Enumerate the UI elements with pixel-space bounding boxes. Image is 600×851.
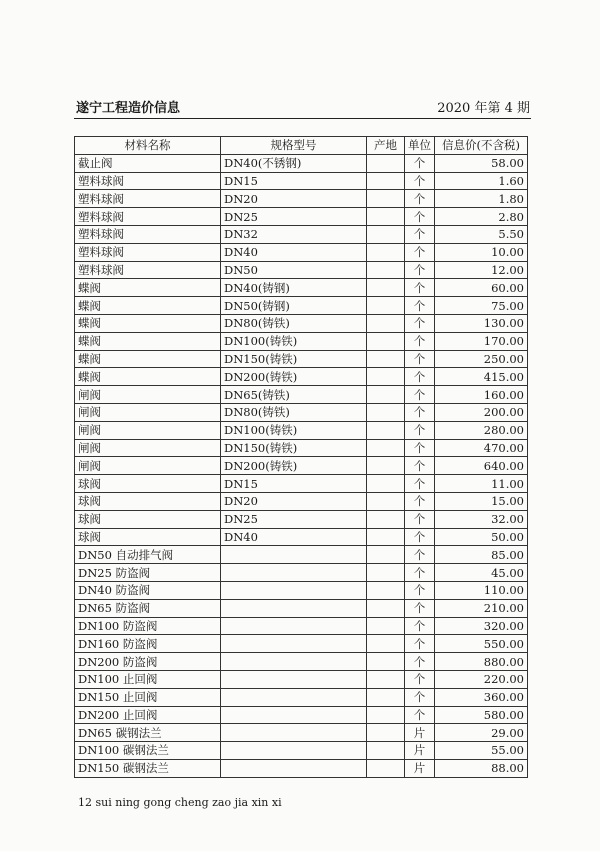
cell-spec bbox=[221, 724, 367, 742]
cell-spec: DN50 bbox=[221, 261, 367, 279]
cell-origin bbox=[367, 297, 405, 315]
table-row bbox=[75, 368, 528, 386]
cell-unit: 个 bbox=[405, 617, 435, 635]
cell-material-name: 蝶阀 bbox=[75, 368, 221, 386]
cell-spec: DN20 bbox=[221, 190, 367, 208]
cell-price: 360.00 bbox=[435, 688, 528, 706]
cell-material-name: 蝶阀 bbox=[75, 297, 221, 315]
column-header-unit: 单位 bbox=[405, 137, 435, 155]
cell-spec: DN40(铸钢) bbox=[221, 279, 367, 297]
cell-origin bbox=[367, 528, 405, 546]
cell-unit: 个 bbox=[405, 261, 435, 279]
cell-price: 55.00 bbox=[435, 742, 528, 760]
cell-origin bbox=[367, 581, 405, 599]
cell-spec: DN100(铸铁) bbox=[221, 332, 367, 350]
cell-price: 415.00 bbox=[435, 368, 528, 386]
table-row bbox=[75, 439, 528, 457]
table-row bbox=[75, 261, 528, 279]
cell-origin bbox=[367, 688, 405, 706]
column-header-spec: 规格型号 bbox=[221, 137, 367, 155]
cell-price: 75.00 bbox=[435, 297, 528, 315]
cell-material-name: DN100 防盗阀 bbox=[75, 617, 221, 635]
cell-price: 550.00 bbox=[435, 635, 528, 653]
cell-spec bbox=[221, 564, 367, 582]
table-row bbox=[75, 528, 528, 546]
cell-origin bbox=[367, 421, 405, 439]
cell-material-name: 塑料球阀 bbox=[75, 190, 221, 208]
cell-material-name: 塑料球阀 bbox=[75, 172, 221, 190]
cell-material-name: 球阀 bbox=[75, 528, 221, 546]
cell-material-name: 闸阀 bbox=[75, 403, 221, 421]
cell-price: 12.00 bbox=[435, 261, 528, 279]
cell-origin bbox=[367, 154, 405, 172]
cell-origin bbox=[367, 457, 405, 475]
cell-price: 220.00 bbox=[435, 670, 528, 688]
cell-unit: 个 bbox=[405, 190, 435, 208]
cell-origin bbox=[367, 635, 405, 653]
cell-origin bbox=[367, 261, 405, 279]
table-row bbox=[75, 492, 528, 510]
table-row bbox=[75, 208, 528, 226]
cell-material-name: 塑料球阀 bbox=[75, 243, 221, 261]
cell-material-name: 闸阀 bbox=[75, 439, 221, 457]
cell-unit: 片 bbox=[405, 759, 435, 777]
cell-spec: DN32 bbox=[221, 225, 367, 243]
table-row bbox=[75, 421, 528, 439]
cell-spec: DN40 bbox=[221, 528, 367, 546]
cell-price: 50.00 bbox=[435, 528, 528, 546]
cell-price: 470.00 bbox=[435, 439, 528, 457]
table-row bbox=[75, 314, 528, 332]
table-row bbox=[75, 172, 528, 190]
cell-origin bbox=[367, 599, 405, 617]
table-row bbox=[75, 706, 528, 724]
cell-material-name: 球阀 bbox=[75, 492, 221, 510]
column-header-name: 材料名称 bbox=[75, 137, 221, 155]
table-row bbox=[75, 635, 528, 653]
cell-unit: 个 bbox=[405, 154, 435, 172]
cell-unit: 个 bbox=[405, 386, 435, 404]
cell-unit: 个 bbox=[405, 350, 435, 368]
cell-price: 11.00 bbox=[435, 475, 528, 493]
cell-unit: 个 bbox=[405, 546, 435, 564]
table-row bbox=[75, 510, 528, 528]
table-row bbox=[75, 225, 528, 243]
cell-origin bbox=[367, 403, 405, 421]
cell-unit: 个 bbox=[405, 368, 435, 386]
cell-unit: 个 bbox=[405, 635, 435, 653]
cell-origin bbox=[367, 386, 405, 404]
cell-spec: DN50(铸钢) bbox=[221, 297, 367, 315]
cell-spec: DN150(铸铁) bbox=[221, 350, 367, 368]
cell-price: 88.00 bbox=[435, 759, 528, 777]
cell-spec: DN200(铸铁) bbox=[221, 368, 367, 386]
cell-material-name: DN25 防盗阀 bbox=[75, 564, 221, 582]
cell-unit: 个 bbox=[405, 225, 435, 243]
cell-unit: 个 bbox=[405, 457, 435, 475]
cell-origin bbox=[367, 190, 405, 208]
cell-material-name: 蝶阀 bbox=[75, 279, 221, 297]
cell-material-name: DN50 自动排气阀 bbox=[75, 546, 221, 564]
cell-origin bbox=[367, 670, 405, 688]
table-row bbox=[75, 190, 528, 208]
cell-origin bbox=[367, 208, 405, 226]
table-row bbox=[75, 653, 528, 671]
cell-spec bbox=[221, 706, 367, 724]
table-row bbox=[75, 581, 528, 599]
cell-spec bbox=[221, 742, 367, 760]
cell-spec: DN15 bbox=[221, 172, 367, 190]
cell-spec bbox=[221, 617, 367, 635]
cell-unit: 个 bbox=[405, 279, 435, 297]
cell-material-name: DN150 碳钢法兰 bbox=[75, 759, 221, 777]
table-row bbox=[75, 386, 528, 404]
cell-material-name: DN150 止回阀 bbox=[75, 688, 221, 706]
table-row bbox=[75, 546, 528, 564]
cell-price: 250.00 bbox=[435, 350, 528, 368]
cell-unit: 片 bbox=[405, 742, 435, 760]
table-row bbox=[75, 475, 528, 493]
cell-unit: 个 bbox=[405, 208, 435, 226]
cell-unit: 个 bbox=[405, 297, 435, 315]
cell-spec: DN80(铸铁) bbox=[221, 403, 367, 421]
column-header-price: 信息价(不含税) bbox=[435, 137, 528, 155]
cell-origin bbox=[367, 653, 405, 671]
cell-spec: DN40(不锈钢) bbox=[221, 154, 367, 172]
cell-unit: 个 bbox=[405, 243, 435, 261]
cell-spec: DN80(铸铁) bbox=[221, 314, 367, 332]
cell-unit: 个 bbox=[405, 403, 435, 421]
cell-unit: 个 bbox=[405, 510, 435, 528]
cell-material-name: DN200 止回阀 bbox=[75, 706, 221, 724]
cell-spec bbox=[221, 653, 367, 671]
cell-origin bbox=[367, 759, 405, 777]
cell-spec: DN100(铸铁) bbox=[221, 421, 367, 439]
table-row bbox=[75, 403, 528, 421]
cell-spec: DN25 bbox=[221, 510, 367, 528]
cell-unit: 个 bbox=[405, 421, 435, 439]
table-row bbox=[75, 670, 528, 688]
cell-price: 10.00 bbox=[435, 243, 528, 261]
cell-origin bbox=[367, 617, 405, 635]
cell-spec: DN65(铸铁) bbox=[221, 386, 367, 404]
cell-unit: 片 bbox=[405, 724, 435, 742]
table-row bbox=[75, 742, 528, 760]
cell-origin bbox=[367, 332, 405, 350]
cell-price: 29.00 bbox=[435, 724, 528, 742]
cell-price: 280.00 bbox=[435, 421, 528, 439]
cell-price: 32.00 bbox=[435, 510, 528, 528]
cell-unit: 个 bbox=[405, 475, 435, 493]
cell-origin bbox=[367, 564, 405, 582]
cell-price: 160.00 bbox=[435, 386, 528, 404]
cell-spec bbox=[221, 581, 367, 599]
cell-unit: 个 bbox=[405, 172, 435, 190]
cell-spec: DN15 bbox=[221, 475, 367, 493]
table-row bbox=[75, 457, 528, 475]
table-row bbox=[75, 724, 528, 742]
column-header-origin: 产地 bbox=[367, 137, 405, 155]
cell-price: 640.00 bbox=[435, 457, 528, 475]
cell-price: 45.00 bbox=[435, 564, 528, 582]
cell-price: 580.00 bbox=[435, 706, 528, 724]
cell-material-name: 球阀 bbox=[75, 475, 221, 493]
cell-spec bbox=[221, 599, 367, 617]
cell-material-name: 蝶阀 bbox=[75, 350, 221, 368]
cell-unit: 个 bbox=[405, 599, 435, 617]
cell-price: 200.00 bbox=[435, 403, 528, 421]
table-row bbox=[75, 297, 528, 315]
cell-spec: DN20 bbox=[221, 492, 367, 510]
cell-origin bbox=[367, 172, 405, 190]
cell-material-name: 塑料球阀 bbox=[75, 225, 221, 243]
cell-spec bbox=[221, 688, 367, 706]
cell-origin bbox=[367, 510, 405, 528]
cell-origin bbox=[367, 314, 405, 332]
table-row bbox=[75, 243, 528, 261]
cell-price: 2.80 bbox=[435, 208, 528, 226]
cell-spec bbox=[221, 670, 367, 688]
cell-price: 210.00 bbox=[435, 599, 528, 617]
cell-price: 60.00 bbox=[435, 279, 528, 297]
cell-origin bbox=[367, 492, 405, 510]
cell-origin bbox=[367, 368, 405, 386]
cell-material-name: 塑料球阀 bbox=[75, 208, 221, 226]
table-row bbox=[75, 332, 528, 350]
cell-origin bbox=[367, 706, 405, 724]
cell-material-name: 截止阀 bbox=[75, 154, 221, 172]
cell-origin bbox=[367, 439, 405, 457]
cell-unit: 个 bbox=[405, 670, 435, 688]
table-row bbox=[75, 350, 528, 368]
cell-unit: 个 bbox=[405, 439, 435, 457]
cell-material-name: DN65 防盗阀 bbox=[75, 599, 221, 617]
cell-material-name: 闸阀 bbox=[75, 386, 221, 404]
cell-spec bbox=[221, 635, 367, 653]
table-row bbox=[75, 564, 528, 582]
price-table bbox=[74, 136, 528, 778]
cell-unit: 个 bbox=[405, 332, 435, 350]
cell-price: 85.00 bbox=[435, 546, 528, 564]
cell-origin bbox=[367, 475, 405, 493]
cell-unit: 个 bbox=[405, 314, 435, 332]
table-row bbox=[75, 599, 528, 617]
cell-origin bbox=[367, 724, 405, 742]
cell-material-name: 蝶阀 bbox=[75, 314, 221, 332]
page-footer: 12 sui ning gong cheng zao jia xin xi bbox=[78, 796, 282, 809]
table-row bbox=[75, 688, 528, 706]
cell-price: 880.00 bbox=[435, 653, 528, 671]
table-row bbox=[75, 279, 528, 297]
cell-price: 320.00 bbox=[435, 617, 528, 635]
cell-unit: 个 bbox=[405, 653, 435, 671]
cell-unit: 个 bbox=[405, 528, 435, 546]
cell-material-name: 蝶阀 bbox=[75, 332, 221, 350]
cell-origin bbox=[367, 225, 405, 243]
issue-label: 2020 年第 4 期 bbox=[437, 101, 530, 116]
cell-price: 130.00 bbox=[435, 314, 528, 332]
table-row bbox=[75, 617, 528, 635]
cell-price: 1.80 bbox=[435, 190, 528, 208]
cell-unit: 个 bbox=[405, 492, 435, 510]
cell-material-name: 闸阀 bbox=[75, 457, 221, 475]
cell-price: 1.60 bbox=[435, 172, 528, 190]
cell-material-name: DN65 碳钢法兰 bbox=[75, 724, 221, 742]
cell-spec bbox=[221, 546, 367, 564]
cell-spec bbox=[221, 759, 367, 777]
cell-spec: DN150(铸铁) bbox=[221, 439, 367, 457]
cell-unit: 个 bbox=[405, 581, 435, 599]
cell-material-name: DN160 防盗阀 bbox=[75, 635, 221, 653]
cell-origin bbox=[367, 546, 405, 564]
cell-price: 5.50 bbox=[435, 225, 528, 243]
cell-material-name: 球阀 bbox=[75, 510, 221, 528]
table-header-row bbox=[75, 137, 528, 155]
header-divider bbox=[74, 118, 531, 119]
cell-material-name: DN200 防盗阀 bbox=[75, 653, 221, 671]
table-row bbox=[75, 759, 528, 777]
cell-origin bbox=[367, 279, 405, 297]
cell-origin bbox=[367, 350, 405, 368]
cell-material-name: DN100 碳钢法兰 bbox=[75, 742, 221, 760]
cell-unit: 个 bbox=[405, 706, 435, 724]
cell-price: 170.00 bbox=[435, 332, 528, 350]
cell-material-name: DN100 止回阀 bbox=[75, 670, 221, 688]
cell-spec: DN25 bbox=[221, 208, 367, 226]
cell-material-name: 塑料球阀 bbox=[75, 261, 221, 279]
cell-material-name: 闸阀 bbox=[75, 421, 221, 439]
cell-origin bbox=[367, 243, 405, 261]
cell-material-name: DN40 防盗阀 bbox=[75, 581, 221, 599]
cell-unit: 个 bbox=[405, 564, 435, 582]
cell-spec: DN40 bbox=[221, 243, 367, 261]
cell-origin bbox=[367, 742, 405, 760]
cell-price: 58.00 bbox=[435, 154, 528, 172]
cell-price: 15.00 bbox=[435, 492, 528, 510]
cell-price: 110.00 bbox=[435, 581, 528, 599]
publication-title: 遂宁工程造价信息 bbox=[76, 101, 181, 116]
cell-spec: DN200(铸铁) bbox=[221, 457, 367, 475]
table-row bbox=[75, 154, 528, 172]
cell-unit: 个 bbox=[405, 688, 435, 706]
